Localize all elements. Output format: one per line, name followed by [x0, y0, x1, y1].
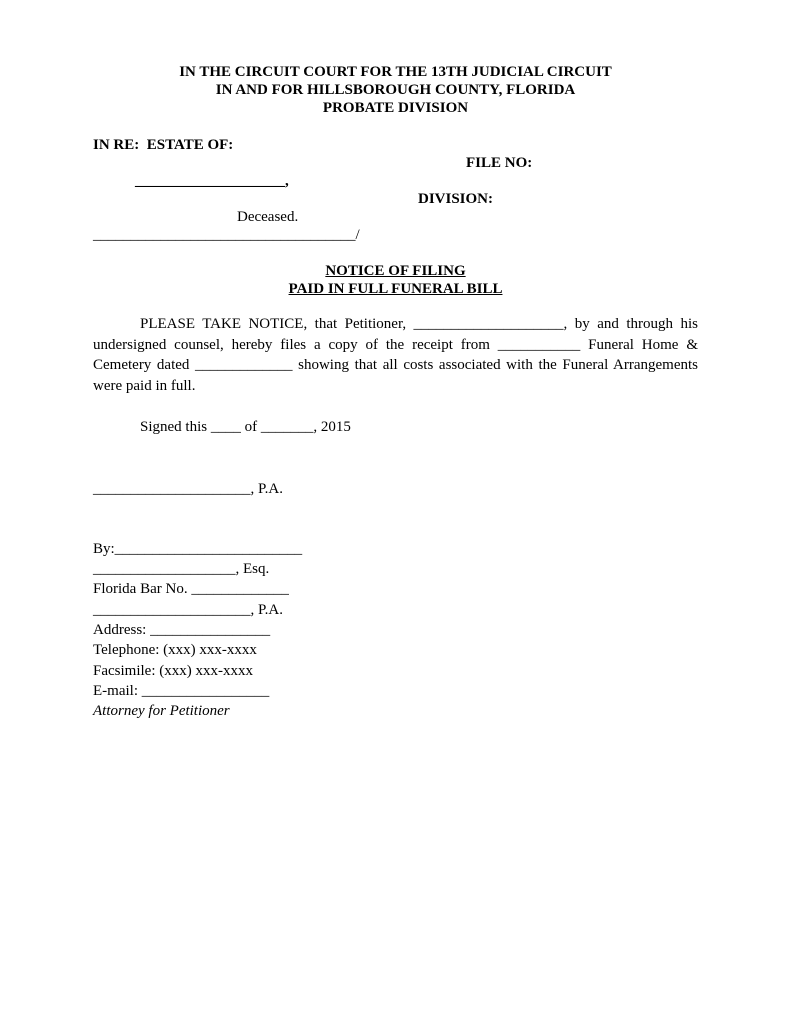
telephone-line: Telephone: (xxx) xxx-xxxx: [93, 642, 257, 658]
attorney-firm-line: _____________________, P.A.: [93, 602, 284, 618]
court-header-line-1: IN THE CIRCUIT COURT FOR THE 13TH JUDICIAL CIRCUIT: [179, 64, 612, 80]
decedent-name-blank: ____________________,: [135, 173, 289, 189]
notice-paragraph: PLEASE TAKE NOTICE, that Petitioner, ____________________, by and through his undersigned counsel, hereby files a copy of the receipt from ___________ Funeral Home & Cemetery dated _____________ showing that all costs associated with the Funeral Arrangements were paid in full.: [93, 316, 698, 394]
division-label: DIVISION:: [418, 191, 494, 207]
address-line: Address: ________________: [93, 622, 271, 638]
court-header-line-3: PROBATE DIVISION: [322, 100, 469, 116]
firm-signature-line: _____________________, P.A.: [93, 481, 284, 497]
document-title-line-1: NOTICE OF FILING: [325, 263, 466, 279]
in-re-estate-label: IN RE: ESTATE OF:: [93, 137, 234, 153]
facsimile-line: Facsimile: (xxx) xxx-xxxx: [93, 663, 253, 679]
court-header-line-2: IN AND FOR HILLSBOROUGH COUNTY, FLORIDA: [215, 82, 576, 98]
by-signature-line: By:_________________________: [93, 541, 303, 557]
email-line: E-mail: _________________: [93, 683, 270, 699]
attorney-for-petitioner: Attorney for Petitioner: [93, 703, 230, 719]
attorney-name-line: ___________________, Esq.: [93, 561, 270, 577]
file-no-label: FILE NO:: [466, 155, 533, 171]
deceased-label: Deceased.: [237, 209, 299, 225]
florida-bar-no-line: Florida Bar No. _____________: [93, 581, 289, 597]
caption-rule: ___________________________________/: [93, 227, 360, 243]
signed-date-line: Signed this ____ of _______, 2015: [140, 419, 351, 435]
document-title-line-2: PAID IN FULL FUNERAL BILL: [288, 281, 503, 297]
